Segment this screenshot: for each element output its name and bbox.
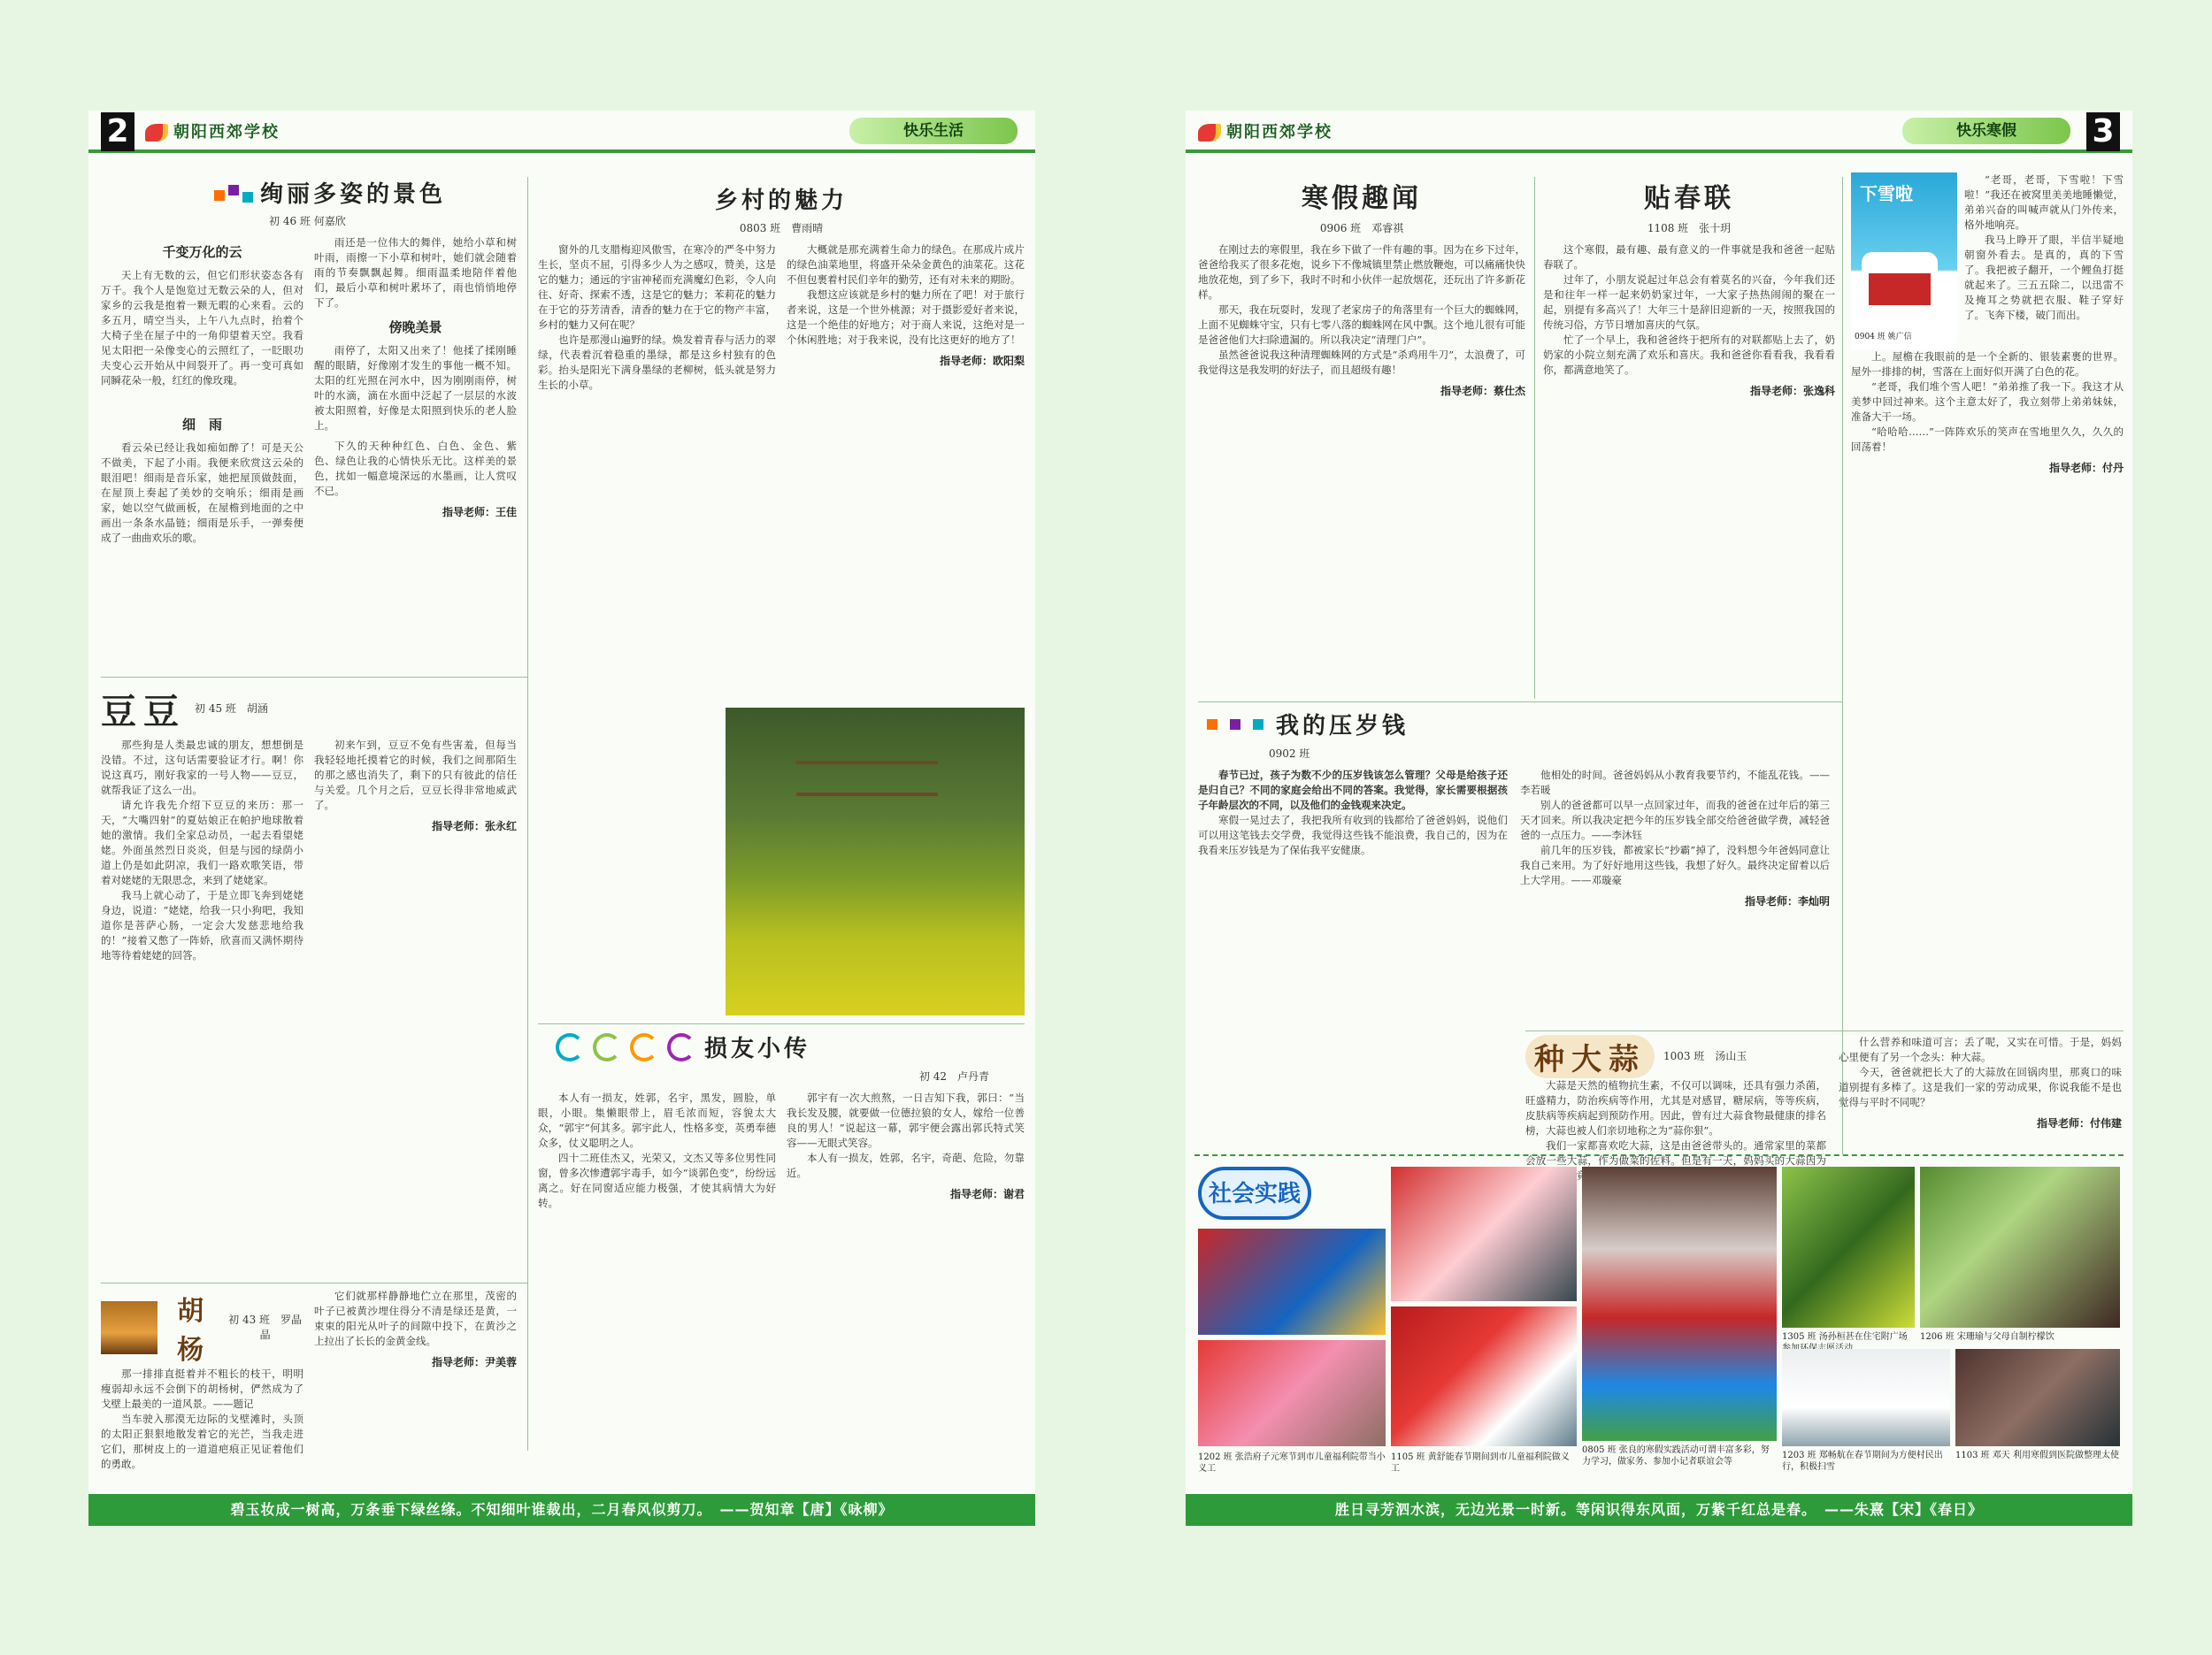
teacher-credit: 指导老师：李灿明 [1744, 895, 1830, 908]
right-page [1186, 111, 2132, 1526]
page-number: 3 [2086, 112, 2120, 151]
article-holiday-news [1198, 172, 1525, 694]
column-divider [1842, 177, 1843, 1154]
article-friend [538, 1031, 1025, 1490]
snow-roof-shape [1862, 252, 1938, 273]
photo-caption: 1203 班 郑畅航在春节期间为方便村民出行，积极扫雪 [1782, 1451, 1943, 1472]
article-byline: 0904 班 姚广信 [1855, 333, 1912, 341]
article-text: 在刚过去的寒假里，我在乡下做了一件有趣的事。因为在乡下过年，爸爸给我买了很多花炮，说乡下不像城镇里禁止燃放鞭炮，可以痛痛快快地放花炮，到了乡下，我时不时和小伙伴一起放烟花，还玩出了许多新花样。 [1198, 243, 1525, 301]
article-text: 窗外的几支腊梅迎风傲雪，在寒冷的严冬中努力生长，坚贞不屈，引得多少人为之感叹，赞美，这是它的魅力；通远的宇宙神秘而充满魔幻色彩，令人向往、好奇、探索不透，这是它的魅力；苯莉花的魅力在于它的芬芳清香，清香的魅力在于它的物产丰富，乡村的魅力又何在呢？ [538, 243, 776, 331]
decor-square-icon [214, 190, 225, 201]
article-text: 寒假一晃过去了，我把我所有收到的钱都给了爸爸妈妈，说他们可以用这笔钱去交学费，我觉得这些钱不能浪费，我自己的，因为在我看来压岁钱是为了保佑我平安健康。 [1198, 814, 1508, 856]
article-text: 他相处的时间。爸爸妈妈从小教育我要节约，不能乱花钱。——李若暖 [1520, 769, 1830, 796]
article-text: 那些狗是人类最忠诚的朋友，想想倒是没错。不过，这句话需要验证才行。啊！你说这真巧，刚好我家的一号人物——豆豆，就帮我证了这么一出。 [101, 739, 303, 796]
teacher-credit: 指导老师：张永红 [431, 820, 517, 832]
article-text: 下久的天种种红色、白色、金色、紫色、绿色让我的心情快乐无比。这样美的景色，扰如一幅意境深远的水墨画，让人赏叹不已。 [314, 440, 517, 497]
column-divider [527, 177, 528, 1451]
teacher-credit: 指导老师：付丹 [2048, 462, 2124, 474]
article-text: 初来乍到，豆豆不免有些害羞，但每当我轻轻地托摸着它的时候，我们之间那陌生的那之感也消失了，剩下的只有彼此的信任与关爱。几个月之后，豆豆长得非常地威武了。 [314, 739, 517, 811]
decor-ring-icon [630, 1033, 658, 1061]
decor-square-icon [1253, 719, 1263, 730]
school-logo-icon [145, 124, 168, 142]
article-populus [101, 1289, 517, 1492]
decor-square-icon [228, 185, 239, 195]
column-divider [1534, 177, 1535, 699]
article-text: 我想这应该就是乡村的魅力所在了吧！对于旅行者来说，这是一个世外桃源；对于摄影爱好者来说，这是一个绝佳的好地方；对于商人来说，这绝对是一个休闲胜地；对于我来说，没有比这更好的地方了！ [787, 288, 1025, 346]
article-text: 那天，我在玩耍时，发现了老家房子的角落里有一个巨大的蜘蛛网，上面不见蜘蛛守宝，只有七零八落的蜘蛛网在风中飘。这个地儿很有可能是爸爸他们大扫除遗漏的。所以我决定“清理门户”。 [1198, 303, 1525, 346]
article-text: 春节已过，孩子为数不少的压岁钱该怎么管理？父母是给孩子还是归自己？不同的家庭会给出不同的答案。我觉得，家长需要根据孩子年龄层次的不同，以及他们的金钱观来决定。 [1198, 769, 1508, 811]
article-text: 我马上就心动了，于是立即飞奔到姥姥身边，说道：“姥姥，给我一只小狗吧，我知道你是菩萨心肠，一定会大发慈悲地给我的！”接着又憋了一阵娇，欣喜而又满怀期待地等待着姥姥的回答。 [101, 889, 303, 962]
social-photo-6 [1782, 1349, 1950, 1446]
article-title: 豆豆 [101, 691, 186, 732]
right-header [1186, 111, 2132, 153]
section-tag: 快乐生活 [849, 118, 1018, 144]
article-couplets [1543, 172, 1835, 694]
article-text: 也许是那漫山遍野的绿。焕发着青春与活力的翠绿，代表着沉着稳重的墨绿，都是这乡村独有的色彩。抬头是阳光下满身墨绿的老柳树，低头就是努力生长的小草。 [538, 333, 776, 391]
section-tag: 快乐寒假 [1902, 118, 2070, 144]
decor-square-icon [1230, 719, 1240, 730]
social-photo-2 [1391, 1167, 1577, 1301]
subhead: 千变万化的云 [162, 244, 242, 260]
teacher-credit: 指导老师：欧阳梨 [939, 355, 1025, 367]
article-title: 乡村的魅力 [714, 188, 848, 214]
article-scenery [101, 172, 517, 668]
article-byline: 1003 班 汤山玉 [1663, 1050, 1747, 1062]
article-text: 雨停了，太阳又出来了！他揉了揉刚睡醒的眼睛，好像刚才发生的事他一概不知。太阳的红光照在河水中，因为刚刚雨停，树叶的水滴，滴在水面中泛起了一层层的水波被太阳照着，好像是太阳照到快乐的老人脸上。 [314, 344, 517, 432]
article-title: 种大蒜 [1525, 1035, 1655, 1078]
photo-caption: 0805 班 张良的寒假实践活动可谓丰富多彩，努力学习，做家务、参加小记者联谊会等 [1582, 1445, 1770, 1467]
school-name [1198, 119, 1333, 142]
article-title: 损友小传 [704, 1036, 811, 1062]
article-text: 它们就那样静静地伫立在那里，茂密的叶子已被黄沙埋住得分不清是绿还是黄，一束束的阳光从叶子的间隙中投下，在黄沙之上拉出了长长的金黄金线。 [314, 1290, 517, 1347]
article-byline: 0906 班 邓睿祺 [1319, 222, 1404, 234]
article-title: 胡杨 [177, 1296, 208, 1366]
article-text: 今天，爸爸就把长大了的大蒜放在回锅肉里，那爽口的味道别提有多棒了。这是我们一家的劳动成果，你说我能不是也觉得与平时不同呢？ [1839, 1066, 2122, 1108]
article-text: 四十二班佳杰又，光荣又，文杰又等多位男性同窗，曾多次惨遭郭宇毒手，如今“谈郭色变”，纷纷远离之。好在同窗适应能力极强，才使其病情大为好转。 [538, 1152, 776, 1209]
article-doudou [101, 684, 517, 1281]
social-photo-7 [1955, 1349, 2120, 1446]
teacher-credit: 指导老师：蔡仕杰 [1440, 385, 1525, 397]
article-byline: 初 42 卢丹青 [918, 1070, 989, 1083]
article-title: 我的压岁钱 [1276, 713, 1409, 739]
article-byline: 初 46 班 何嘉欣 [269, 215, 346, 227]
left-page [88, 111, 1035, 1526]
social-photo-2b [1391, 1306, 1577, 1446]
social-photo-3 [1582, 1167, 1777, 1441]
social-practice-collage [1194, 1154, 2124, 1489]
left-footer-poem: 碧玉妆成一树高，万条垂下绿丝绦。不知细叶谁裁出，二月春风似剪刀。 ——贺知章【唐】《咏柳》 [88, 1494, 1035, 1526]
article-text: 看云朵已经让我如痴如醉了！可是天公不做美，下起了小雨。我便来欣赏这云朵的眼泪吧！细雨是音乐家，她把屋顶做鼓面，在屋顶上奏起了美妙的交响乐；细雨是画家，她以空气做画板，在屋檐到地面的之中画出一条条水晶链；细雨是乐手，一弹奏便成了一曲曲欢乐的歌。 [101, 441, 303, 544]
subhead: 细 雨 [181, 417, 222, 433]
article-text: 大概就是那充满着生命力的绿色。在那成片成片的绿色油菜地里，将盛开朵朵金黄色的油菜花。这花不但包裹着村民们辛年的勤劳，还有对未来的期盼。 [787, 243, 1025, 286]
decor-square-icon [1207, 719, 1217, 730]
village-meadow-photo [726, 708, 1025, 1015]
teacher-credit: 指导老师：付伟建 [2036, 1117, 2122, 1130]
photo-caption: 1105 班 黄舒能春节期间到市儿童福利院做义工 [1391, 1452, 1570, 1474]
article-title: 下雪啦 [1860, 183, 1913, 204]
social-practice-banner: 社会实践 [1198, 1167, 1311, 1220]
article-text: 雨还是一位伟大的舞伴，她给小草和树叶雨，雨擦一下小草和树叶，她们就会随着雨的节奏飘飘起舞。细雨温柔地陪伴着他们，最后小草和树叶累坏了，雨也悄悄地停下了。 [314, 236, 517, 309]
school-name-text: 朝阳西郊学校 [1226, 123, 1333, 142]
populus-photo [101, 1301, 157, 1354]
row-divider [538, 1023, 1025, 1024]
article-text: 本人有一损友，姓郭，名宇，奇葩、危险，勿靠近。 [787, 1152, 1025, 1179]
article-title: 绚丽多姿的景色 [260, 181, 447, 208]
subhead: 傍晚美景 [388, 319, 442, 335]
social-photo-4 [1782, 1167, 1915, 1328]
article-byline: 0803 班 曹雨晴 [739, 222, 824, 234]
article-title: 寒假趣闻 [1302, 183, 1422, 214]
article-text: 大蒜是天然的植物抗生素，不仅可以调味，还具有强力杀菌，旺盛精力，防治疾病等作用，尤其是对感冒，糖尿病，等等疾病，皮肤病等疾病起到预防作用。因此，曾有过大蒜食物最健康的排名榜，大蒜也被人们亲切地称之为“蒜你狠”。 [1525, 1079, 1826, 1137]
social-photo-1 [1198, 1229, 1386, 1335]
article-byline: 1108 班 张十玥 [1647, 222, 1732, 234]
decor-ring-icon [556, 1033, 584, 1061]
article-text: 那一排排直挺着并不粗长的枝干，明明瘦弱却永远不会倒下的胡杨树，俨然成为了戈壁上最美的一道风景。——题记 [101, 1368, 303, 1410]
snow-illustration [1851, 172, 1957, 349]
article-text: 我们一家都喜欢吃大蒜，这是由爸爸带头的。通常家里的菜都会放一些大蒜，作为做菜的佐料。但是有一天，妈妈买的大蒜因为 [1525, 1139, 1826, 1167]
article-text: 别人的爸爸都可以早一点回家过年，而我的爸爸在过年后的第三天才回来。所以我决定把今年的压岁钱全部交给爸爸做学费，减轻爸爸的一点压力。——李沐钰 [1520, 799, 1830, 841]
teacher-credit: 指导老师：张逸科 [1749, 385, 1835, 397]
article-text: 这个寒假，最有趣、最有意义的一件事就是我和爸爸一起贴春联了。 [1543, 243, 1835, 271]
article-text: 天上有无数的云，但它们形状姿态各有万千。我个人是饱览过无数云朵的人，但对家乡的云我是抱着一颗无暇的心来看。云的多五月，晴空当头，上午八九点时，抬着个大椅子坐在屋子中的一角仰望着天空。我看见太阳把一朵像变心的云照红了，一眨眼功夫变心云开始从中间裂开了。再一变可真如同瞬花朵一般，红红的像玫瑰。 [101, 269, 303, 387]
school-logo-icon [1198, 124, 1221, 142]
photo-caption: 1305 班 汤孙桓甚在住宅附广场 [1782, 1332, 1908, 1342]
teacher-credit: 指导老师：尹美蓉 [431, 1356, 517, 1368]
row-divider [1198, 701, 1842, 702]
school-name-text: 朝阳西郊学校 [173, 123, 280, 142]
school-name [145, 119, 280, 142]
article-text: 什么营养和味道可言；丢了呢，又实在可惜。于是，妈妈心里便有了另一个念头：种大蒜。 [1839, 1036, 2122, 1063]
photo-caption: 1202 班 张浩府子元寒节到市儿童福利院带当小义工 [1198, 1452, 1386, 1474]
decor-square-icon [242, 192, 253, 203]
photo-caption: 1206 班 宋珊瑜与父母自制柠檬饮 [1920, 1332, 2055, 1342]
article-text: “老哥，老哥，下雪啦！下雪啦！”我还在被窝里美美地睡懒觉，弟弟兴奋的叫喊声就从门外传来，格外地响亮。 [1964, 173, 2124, 231]
teacher-credit: 指导老师：谢君 [949, 1188, 1025, 1200]
social-photo-5 [1920, 1167, 2120, 1328]
article-text: 虽然爸爸说我这种清理蜘蛛网的方式是“杀鸡用牛刀”，太浪费了，可我觉得这是我发明的好法子，而且超级有趣！ [1198, 349, 1525, 376]
article-lucky-money [1198, 708, 1842, 1048]
article-snow [1851, 172, 2124, 1004]
page-number: 2 [101, 112, 134, 151]
article-text: 我马上睁开了眼，半信半疑地朝窗外看去。是真的，真的下雪了。我把被子翻开，一个鲤鱼打挺就起来了。三五五除二，以迅雷不及掩耳之势就把衣服、鞋子穿好了。飞奔下楼，破门而出。 [1964, 234, 2124, 321]
article-byline: 初 45 班 胡涵 [195, 702, 268, 715]
article-text: “老哥，我们堆个雪人吧！”弟弟推了我一下。我这才从美梦中回过神来。这个主意太好了，我立刻带上弟弟妹妹，准备大干一场。 [1851, 380, 2124, 423]
article-text: “哈哈哈……”一阵阵欢乐的笑声在雪地里久久，久久的回荡着！ [1851, 425, 2124, 453]
fence-shape [796, 761, 938, 796]
row-divider [101, 677, 527, 678]
photo-caption: 1103 班 邓天 利用寒假到医院做整理太使 [1955, 1451, 2119, 1460]
article-text: 上。屋檐在我眼前的是一个全新的、银装素裹的世界。屋外一排排的树，雪落在上面好似开满了白色的花。 [1851, 350, 2124, 378]
decor-ring-icon [593, 1033, 621, 1061]
article-text: 前几年的压岁钱，都被家长“抄霸”掉了，没料想今年爸妈同意让我自己来用。为了好好地用这些钱，我想了好久。最终决定留着以后上大学用。——邓璇豪 [1520, 844, 1830, 886]
article-text: 本人有一损友，姓郭，名宇，黑发，圆脸，单眼，小眼。集懒眼带上，眉毛浓而短，容貌太大众，“郭宇”何其多。郭宇此人，性格多变，英勇奉德众多，仗义聪明之人。 [538, 1092, 776, 1149]
social-photo-1b [1198, 1340, 1386, 1446]
red-house-shape [1869, 270, 1931, 305]
article-title: 贴春联 [1644, 183, 1734, 214]
article-text: 请允许我先介绍下豆豆的来历：那一天，“大嘴四射”的夏姑娘正在帕护地球散着她的激情。我们全家总动员，一起去看望姥姥。外面虽然烈日炎炎，但是与园的绿荫小道上仍是如此阴凉，我们一路欢歌笑语，带着对姥姥的无限思念，来到了姥姥家。 [101, 799, 303, 886]
teacher-credit: 指导老师：王佳 [442, 506, 517, 518]
left-header [88, 111, 1035, 153]
article-byline: 0902 班 [1269, 747, 1310, 760]
right-footer-poem: 胜日寻芳泗水滨，无边光景一时新。等闲识得东风面，万紫千红总是春。 ——朱熹【宋】《春日》 [1186, 1494, 2132, 1526]
article-text: 郭宇有一次大煎熬，一日吉知下我，郭曰：“当我长发及腰，就要做一位德拉狼的女人，嫁给一位善良的男人！”说起这一幕，郭宇便会露出郭氏特式笑容——无眼式笑容。 [787, 1092, 1025, 1149]
decor-ring-icon [667, 1033, 695, 1061]
article-text: 当车驶入那漠无边际的戈壁滩时，头顶的太阳正狠狠地散发着它的光芒，当我走进它们，那树皮上的一道道疤痕正见证着他们的勇敢。 [101, 1413, 303, 1470]
article-text: 忙了一个早上，我和爸爸终于把所有的对联都贴上去了，奶奶家的小院立刻充满了欢乐和喜庆。我和爸爸你看看我，我看看你，都满意地笑了。 [1543, 333, 1835, 376]
article-village [538, 177, 1025, 584]
article-text: 过年了，小朋友说起过年总会有着莫名的兴奋，今年我们还是和往年一样一起来奶奶家过年，一大家子热热闹闹的聚在一起，别提有多高兴了！大年三十是辞旧迎新的一天，按照我国的传统习俗，方节日增加喜庆的气氛。 [1543, 273, 1835, 331]
article-byline: 初 43 班 罗晶晶 [228, 1314, 303, 1341]
